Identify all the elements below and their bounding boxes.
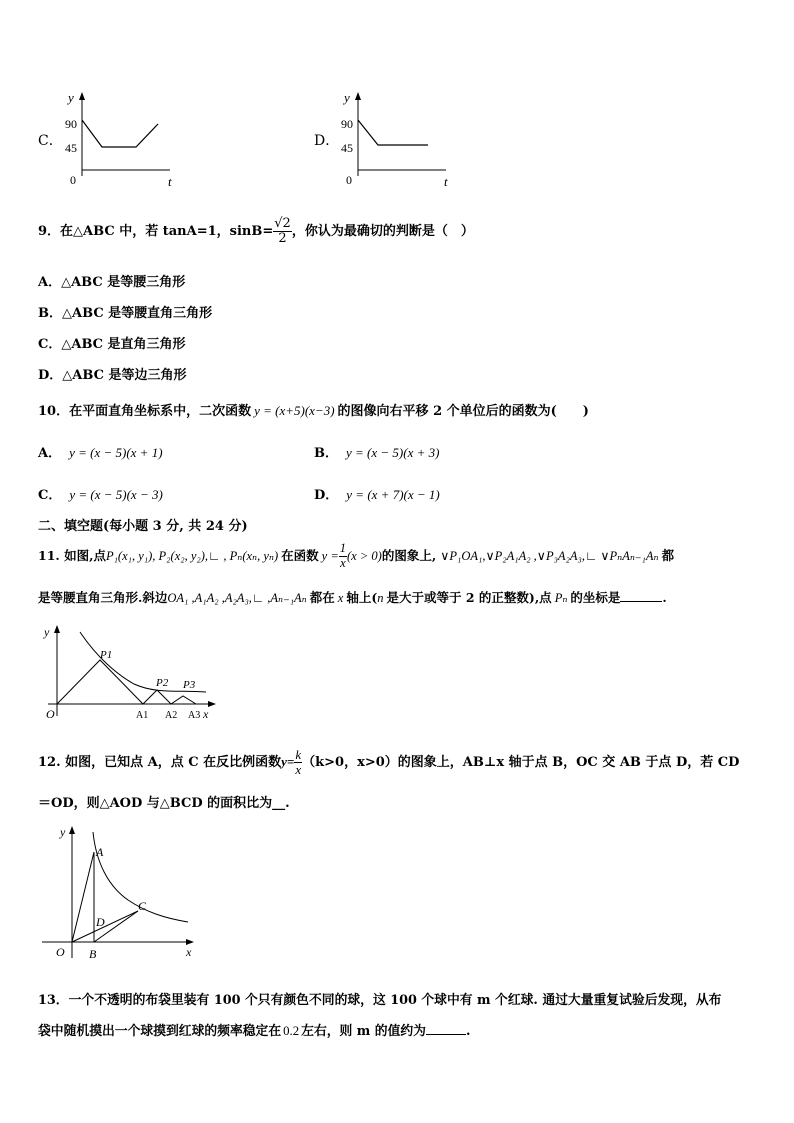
q9-option-d[interactable]	[38, 364, 186, 383]
q11-line2-prefix: 是等腰直角三角形.斜边	[38, 590, 168, 605]
q12-line1-prefix: 12. 如图，已知点 A，点 C 在反比例函数	[38, 755, 282, 770]
q12-line2: ＝OD，则△AOD 与△BCD 的面积比为__.	[38, 796, 290, 811]
q9-option-a[interactable]	[38, 271, 185, 290]
q11-fig-p1: P1	[100, 649, 113, 661]
q10-option-d-label: D．	[314, 488, 339, 503]
q12-frac-num: k	[295, 746, 302, 762]
q11-fig-origin: O	[46, 707, 55, 721]
q11-pn: Pₙ	[554, 591, 568, 605]
q11-mid: 在函数	[281, 548, 319, 563]
q9-stem-suffix: ，你认为最确切的判断是（ ）	[291, 224, 474, 239]
q11-figure	[38, 622, 228, 722]
graph-c-t-axis-label: t	[168, 174, 172, 189]
q11-func-lhs: y =	[321, 549, 339, 563]
graph-c-origin: 0	[70, 173, 76, 187]
q11-points: P₁(x₁, y₁), P₂(x₂, y₂),∟ , Pₙ(xₙ, yₙ)	[105, 549, 279, 563]
q11-func-cond: (x > 0)	[347, 549, 382, 563]
q10-stem-suffix: 的图像向右平移 2 个单位后的函数为( )	[337, 404, 589, 419]
q9-option-text: △ABC 是等腰三角形	[61, 275, 186, 290]
q11-line2-mid3: 是大于或等于 2 的正整数),点	[386, 590, 552, 605]
q11-suffix: 的图象上,	[381, 548, 437, 563]
q11-answer-blank[interactable]	[620, 601, 662, 602]
q12-fig-y-label: y	[60, 825, 66, 839]
q9-option-b[interactable]	[38, 302, 212, 321]
graph-d-origin: 0	[346, 173, 352, 187]
graph-d-label: D．	[314, 133, 340, 149]
q10-option-a-text: y = (x − 5)(x + 1)	[69, 445, 163, 460]
section-title: 二、填空题(每小题 3 分, 共 24 分)	[38, 519, 248, 534]
q10-option-c[interactable]	[38, 484, 163, 503]
q9-stem-prefix: 9．在△ABC 中，若 tanA=1，sinB=	[38, 224, 274, 239]
q9-frac-den: 2	[278, 231, 287, 246]
q12-line1	[38, 744, 739, 781]
q10-function: y = (x+5)(x−3)	[254, 403, 335, 418]
q11-frac-den: x	[340, 556, 346, 570]
q12-fig-a: A	[96, 845, 104, 859]
graph-c-label: C．	[38, 133, 63, 149]
q11-fig-a3: A3	[188, 710, 201, 721]
q11-line2-mid: 都在	[309, 590, 335, 605]
q9-option-c[interactable]	[38, 333, 186, 352]
q11-fig-p3: P3	[183, 679, 196, 691]
q13-line2	[38, 1020, 470, 1039]
q9-option-text: △ABC 是等腰直角三角形	[62, 306, 213, 321]
q10-option-b[interactable]	[314, 442, 439, 461]
graph-d-y-axis-label: y	[344, 90, 350, 105]
q11-line2-mid2: 轴上(	[346, 590, 378, 605]
q11-fig-p2: P2	[156, 677, 169, 689]
q9-option-label: C．	[38, 337, 62, 352]
q12-fig-x-label: x	[186, 945, 192, 959]
q11-fig-x-label: x	[203, 707, 209, 721]
q12-figure	[38, 822, 208, 962]
q10-option-d[interactable]	[314, 484, 440, 503]
q12-func-lhs: y=	[281, 754, 295, 769]
q12-frac-den: x	[295, 762, 302, 777]
graph-d-tick-45: 45	[341, 141, 353, 155]
q12-line1-suffix: （k>0，x>0）的图象上，AB⊥x 轴于点 B，OC 交 AB 于点 D，若 CD	[302, 755, 740, 770]
q13-frequency: 0.2	[283, 1024, 300, 1038]
q13-line2-prefix: 袋中随机摸出一个球摸到红球的频率稳定在	[38, 1024, 282, 1039]
graph-d-option[interactable]	[314, 90, 454, 190]
q10-option-c-label: C．	[38, 488, 62, 503]
q9-option-label: A．	[38, 275, 62, 290]
graph-d-t-axis-label: t	[444, 174, 448, 189]
graph-d-chart	[314, 90, 454, 190]
q11-line1	[38, 541, 674, 571]
q10-option-b-text: y = (x − 5)(x + 3)	[346, 445, 440, 460]
q10-option-d-text: y = (x + 7)(x − 1)	[346, 487, 440, 502]
q9-stem	[38, 214, 474, 250]
graph-c-tick-45: 45	[65, 141, 77, 155]
q11-prefix: 11. 如图,点	[38, 548, 106, 563]
graph-d-tick-90: 90	[341, 117, 353, 131]
q13-line2-end: .	[465, 1024, 471, 1039]
q12-fig-c: C	[138, 899, 147, 913]
q11-x-var: x	[337, 591, 344, 605]
q11-frac-num: 1	[339, 541, 347, 556]
q12-fraction	[294, 748, 302, 778]
q9-fraction	[273, 217, 292, 247]
q12-fig-d: D	[96, 915, 105, 929]
q11-fig-y-label: y	[44, 625, 50, 639]
graph-c-option[interactable]	[38, 90, 178, 190]
q11-fig-a2: A2	[165, 710, 178, 721]
q13-line1: 13．一个不透明的布袋里装有 100 个只有颜色不同的球，这 100 个球中有 m 个红球. 通过大量重复试验后发现，从布	[38, 993, 722, 1008]
q11-hypotenuses: OA₁ ,A₁A₂ ,A₂A₃,∟ ,Aₙ₋₁Aₙ	[167, 591, 307, 605]
q11-triangles: ∨P₁OA₁,∨P₂A₁A₂ ,∨P₃A₂A₃,∟ ∨PₙAₙ₋₁Aₙ	[440, 549, 659, 563]
q10-option-a[interactable]	[38, 442, 163, 461]
q10-stem	[38, 400, 589, 419]
q12-fig-b: B	[89, 947, 97, 961]
q11-line2-suffix: 的坐标是	[570, 590, 621, 605]
q9-option-label: B．	[38, 306, 62, 321]
q11-line2-end: .	[662, 590, 667, 605]
q11-end: 都	[661, 548, 675, 563]
q10-stem-prefix: 10．在平面直角坐标系中，二次函数	[38, 404, 252, 419]
q11-n-var: n	[377, 591, 384, 605]
q10-option-a-label: A．	[38, 446, 62, 461]
q10-option-b-label: B．	[314, 446, 338, 461]
q9-option-label: D．	[38, 368, 63, 383]
graph-c-tick-90: 90	[65, 117, 77, 131]
q13-line2-suffix: 左右，则 m 的值约为	[301, 1024, 426, 1039]
q9-option-text: △ABC 是等边三角形	[62, 368, 187, 383]
q10-option-c-text: y = (x − 5)(x − 3)	[69, 487, 163, 502]
q11-line2	[38, 588, 667, 606]
q9-frac-num: √2	[274, 215, 291, 231]
graph-c-y-axis-label: y	[68, 90, 74, 105]
q13-answer-blank[interactable]	[426, 1034, 466, 1035]
q12-fig-origin: O	[56, 945, 65, 959]
q9-option-text: △ABC 是直角三角形	[61, 337, 186, 352]
q11-fraction	[339, 542, 347, 571]
graph-c-chart	[38, 90, 178, 190]
q11-fig-a1: A1	[136, 710, 149, 721]
